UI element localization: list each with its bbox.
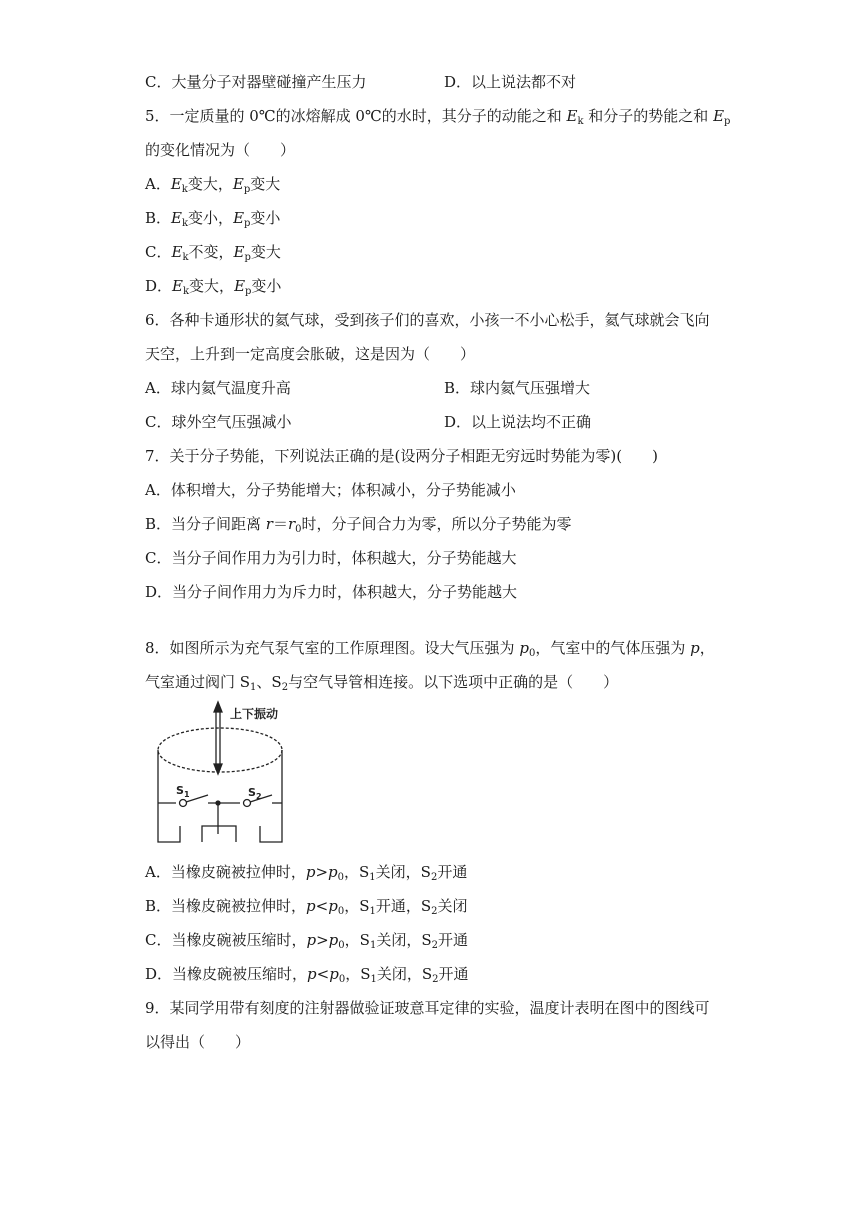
pump-chamber-diagram xyxy=(150,700,290,846)
q7-option-c: C．当分子间作用力为引力时，体积越大，分子势能越大 xyxy=(145,549,517,567)
q5-stem-line2: 的变化情况为（ ） xyxy=(145,141,296,159)
q6-option-d: D．以上说法均不正确 xyxy=(444,413,592,431)
q6-stem-line2: 天空，上升到一定高度会胀破，这是因为（ ） xyxy=(145,345,476,363)
q5-option-d: D．$E_k$变大，$E_p$变小 xyxy=(145,277,282,297)
q6-stem-line1: 6．各种卡通形状的氦气球，受到孩子们的喜欢，小孩一不小心松手，氦气球就会飞向 xyxy=(145,311,710,329)
q6-option-b: B．球内氦气压强增大 xyxy=(444,379,591,397)
q8-stem-line2: 气室通过阀门 $S_1$、$S_2$与空气导管相连接。以下选项中正确的是（ ） xyxy=(145,673,619,693)
q8-option-d: D．当橡皮碗被压缩时，$p<p_0$，$S_1$关闭，$S_2$开通 xyxy=(145,965,469,985)
q7-option-b: B．当分子间距离 $r=r_0$时，分子间合力为零，所以分子势能为零 xyxy=(145,515,572,535)
q5-option-b: B．$E_k$变小，$E_p$变小 xyxy=(145,209,281,229)
q4-option-d: D．以上说法都不对 xyxy=(444,73,577,91)
vibration-arrow-down xyxy=(214,764,222,774)
valve-s2-label: $S_2$ xyxy=(248,786,262,801)
valve-s1-label: $S_1$ xyxy=(176,784,190,799)
q7-option-d: D．当分子间作用力为斥力时，体积越大，分子势能越大 xyxy=(145,583,518,601)
vibration-label: 上下振动 xyxy=(230,707,279,721)
valve-s2-pivot xyxy=(244,800,251,807)
q8-option-c: C．当橡皮碗被压缩时，$p>p_0$，$S_1$关闭，$S_2$开通 xyxy=(145,931,468,951)
q5-option-a: A．$E_k$变大，$E_p$变大 xyxy=(145,175,281,195)
q5-option-c: C．$E_k$不变，$E_p$变大 xyxy=(145,243,281,263)
q8-option-a: A．当橡皮碗被拉伸时，$p>p_0$，$S_1$关闭，$S_2$开通 xyxy=(145,863,468,883)
q9-stem-line1: 9．某同学用带有刻度的注射器做验证玻意耳定律的实验，温度计表明在图中的图线可 xyxy=(145,999,710,1017)
q9-stem-line2: 以得出（ ） xyxy=(145,1033,251,1051)
q5-stem-line1: 5．一定质量的 0℃的冰熔解成 0℃的水时，其分子的动能之和 $E_k$ 和分子的势能之和 $E_p$ xyxy=(145,107,731,127)
valve-s1-pivot xyxy=(180,800,187,807)
q7-option-a: A．体积增大，分子势能增大；体积减小，分子势能减小 xyxy=(145,481,516,499)
q8-stem-line1: 8．如图所示为充气泵气室的工作原理图。设大气压强为 $p_0$，气室中的气体压强为 p， xyxy=(145,639,715,659)
q4-option-c: C．大量分子对器壁碰撞产生压力 xyxy=(145,73,367,91)
q6-option-c: C．球外空气压强减小 xyxy=(145,413,292,431)
q7-stem: 7．关于分子势能，下列说法正确的是(设两分子相距无穷远时势能为零)( ) xyxy=(145,447,658,465)
vibration-arrow-up xyxy=(214,702,222,712)
q8-option-b: B．当橡皮碗被拉伸时，$p<p_0$，$S_1$开通，$S_2$关闭 xyxy=(145,897,468,917)
q6-option-a: A．球内氦气温度升高 xyxy=(145,379,291,397)
air-tube xyxy=(202,826,236,842)
